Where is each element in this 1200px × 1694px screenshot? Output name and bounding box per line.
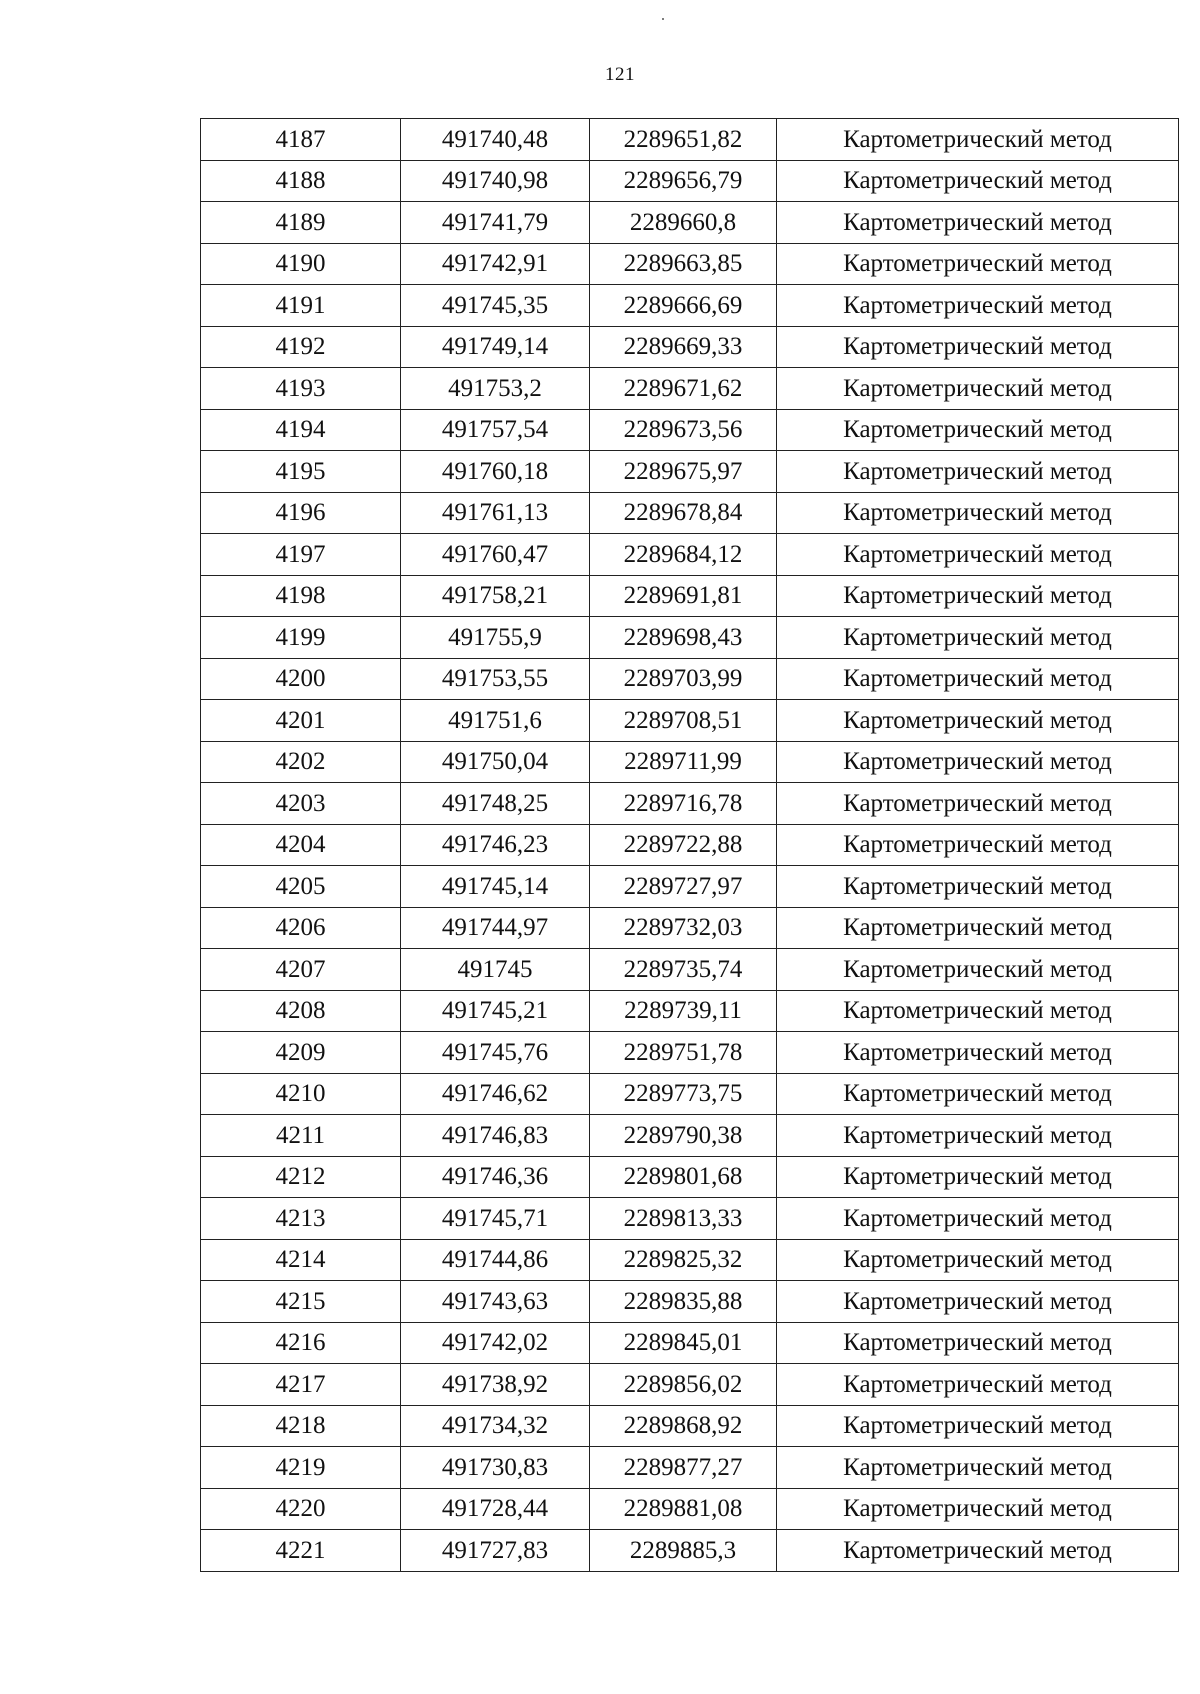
table-row <box>201 1530 1179 1572</box>
point-number-cell: 4220 <box>201 1488 401 1530</box>
method-cell: Картометрический метод <box>777 783 1179 825</box>
y-coordinate-cell: 2289663,85 <box>590 243 777 285</box>
point-number-cell: 4210 <box>201 1073 401 1115</box>
x-coordinate-cell: 491757,54 <box>401 409 590 451</box>
method-cell: Картометрический метод <box>777 326 1179 368</box>
table-row <box>201 1239 1179 1281</box>
method-cell: Картометрический метод <box>777 658 1179 700</box>
y-coordinate-cell: 2289773,75 <box>590 1073 777 1115</box>
point-number-cell: 4201 <box>201 700 401 742</box>
method-cell: Картометрический метод <box>777 1322 1179 1364</box>
y-coordinate-cell: 2289877,27 <box>590 1447 777 1489</box>
x-coordinate-cell: 491753,2 <box>401 368 590 410</box>
x-coordinate-cell: 491745,14 <box>401 866 590 908</box>
point-number-cell: 4212 <box>201 1156 401 1198</box>
x-coordinate-cell: 491746,36 <box>401 1156 590 1198</box>
y-coordinate-cell: 2289711,99 <box>590 741 777 783</box>
table-row <box>201 160 1179 202</box>
table-row <box>201 1156 1179 1198</box>
method-cell: Картометрический метод <box>777 700 1179 742</box>
x-coordinate-cell: 491734,32 <box>401 1405 590 1447</box>
x-coordinate-cell: 491745 <box>401 949 590 991</box>
method-cell: Картометрический метод <box>777 1115 1179 1157</box>
point-number-cell: 4215 <box>201 1281 401 1323</box>
y-coordinate-cell: 2289885,3 <box>590 1530 777 1572</box>
y-coordinate-cell: 2289660,8 <box>590 202 777 244</box>
x-coordinate-cell: 491730,83 <box>401 1447 590 1489</box>
table-row <box>201 1364 1179 1406</box>
point-number-cell: 4202 <box>201 741 401 783</box>
point-number-cell: 4190 <box>201 243 401 285</box>
x-coordinate-cell: 491750,04 <box>401 741 590 783</box>
table-row <box>201 451 1179 493</box>
y-coordinate-cell: 2289835,88 <box>590 1281 777 1323</box>
point-number-cell: 4195 <box>201 451 401 493</box>
method-cell: Картометрический метод <box>777 990 1179 1032</box>
method-cell: Картометрический метод <box>777 368 1179 410</box>
table-row <box>201 658 1179 700</box>
point-number-cell: 4192 <box>201 326 401 368</box>
x-coordinate-cell: 491740,98 <box>401 160 590 202</box>
table-row <box>201 783 1179 825</box>
method-cell: Картометрический метод <box>777 617 1179 659</box>
y-coordinate-cell: 2289671,62 <box>590 368 777 410</box>
table-row <box>201 741 1179 783</box>
point-number-cell: 4194 <box>201 409 401 451</box>
y-coordinate-cell: 2289801,68 <box>590 1156 777 1198</box>
x-coordinate-cell: 491746,23 <box>401 824 590 866</box>
y-coordinate-cell: 2289708,51 <box>590 700 777 742</box>
y-coordinate-cell: 2289881,08 <box>590 1488 777 1530</box>
point-number-cell: 4213 <box>201 1198 401 1240</box>
x-coordinate-cell: 491744,97 <box>401 907 590 949</box>
table-row <box>201 243 1179 285</box>
method-cell: Картометрический метод <box>777 1156 1179 1198</box>
table-row <box>201 534 1179 576</box>
method-cell: Картометрический метод <box>777 741 1179 783</box>
y-coordinate-cell: 2289675,97 <box>590 451 777 493</box>
method-cell: Картометрический метод <box>777 824 1179 866</box>
method-cell: Картометрический метод <box>777 575 1179 617</box>
point-number-cell: 4204 <box>201 824 401 866</box>
x-coordinate-cell: 491760,47 <box>401 534 590 576</box>
point-number-cell: 4208 <box>201 990 401 1032</box>
point-number-cell: 4203 <box>201 783 401 825</box>
x-coordinate-cell: 491758,21 <box>401 575 590 617</box>
point-number-cell: 4189 <box>201 202 401 244</box>
method-cell: Картометрический метод <box>777 1488 1179 1530</box>
point-number-cell: 4198 <box>201 575 401 617</box>
method-cell: Картометрический метод <box>777 1364 1179 1406</box>
table-row <box>201 1198 1179 1240</box>
y-coordinate-cell: 2289735,74 <box>590 949 777 991</box>
method-cell: Картометрический метод <box>777 949 1179 991</box>
method-cell: Картометрический метод <box>777 243 1179 285</box>
point-number-cell: 4191 <box>201 285 401 327</box>
x-coordinate-cell: 491744,86 <box>401 1239 590 1281</box>
point-number-cell: 4216 <box>201 1322 401 1364</box>
y-coordinate-cell: 2289678,84 <box>590 492 777 534</box>
table-row <box>201 575 1179 617</box>
point-number-cell: 4219 <box>201 1447 401 1489</box>
x-coordinate-cell: 491742,91 <box>401 243 590 285</box>
table-row <box>201 1115 1179 1157</box>
x-coordinate-cell: 491753,55 <box>401 658 590 700</box>
point-number-cell: 4214 <box>201 1239 401 1281</box>
coordinates-table <box>200 118 1179 1572</box>
method-cell: Картометрический метод <box>777 1405 1179 1447</box>
y-coordinate-cell: 2289751,78 <box>590 1032 777 1074</box>
scan-speck <box>662 18 664 20</box>
table-row <box>201 409 1179 451</box>
y-coordinate-cell: 2289727,97 <box>590 866 777 908</box>
point-number-cell: 4188 <box>201 160 401 202</box>
x-coordinate-cell: 491728,44 <box>401 1488 590 1530</box>
x-coordinate-cell: 491743,63 <box>401 1281 590 1323</box>
method-cell: Картометрический метод <box>777 1073 1179 1115</box>
method-cell: Картометрический метод <box>777 907 1179 949</box>
x-coordinate-cell: 491746,83 <box>401 1115 590 1157</box>
y-coordinate-cell: 2289790,38 <box>590 1115 777 1157</box>
table-row <box>201 492 1179 534</box>
table-row <box>201 1405 1179 1447</box>
coordinates-table-body <box>201 119 1179 1572</box>
table-row <box>201 326 1179 368</box>
method-cell: Картометрический метод <box>777 1032 1179 1074</box>
x-coordinate-cell: 491738,92 <box>401 1364 590 1406</box>
point-number-cell: 4209 <box>201 1032 401 1074</box>
point-number-cell: 4217 <box>201 1364 401 1406</box>
x-coordinate-cell: 491761,13 <box>401 492 590 534</box>
page-number: 121 <box>605 64 635 85</box>
method-cell: Картометрический метод <box>777 160 1179 202</box>
method-cell: Картометрический метод <box>777 492 1179 534</box>
table-row <box>201 990 1179 1032</box>
y-coordinate-cell: 2289673,56 <box>590 409 777 451</box>
method-cell: Картометрический метод <box>777 1198 1179 1240</box>
point-number-cell: 4197 <box>201 534 401 576</box>
y-coordinate-cell: 2289669,33 <box>590 326 777 368</box>
x-coordinate-cell: 491751,6 <box>401 700 590 742</box>
method-cell: Картометрический метод <box>777 534 1179 576</box>
table-row <box>201 1032 1179 1074</box>
point-number-cell: 4211 <box>201 1115 401 1157</box>
y-coordinate-cell: 2289722,88 <box>590 824 777 866</box>
table-row <box>201 1488 1179 1530</box>
x-coordinate-cell: 491745,21 <box>401 990 590 1032</box>
point-number-cell: 4218 <box>201 1405 401 1447</box>
point-number-cell: 4193 <box>201 368 401 410</box>
x-coordinate-cell: 491760,18 <box>401 451 590 493</box>
method-cell: Картометрический метод <box>777 1447 1179 1489</box>
point-number-cell: 4205 <box>201 866 401 908</box>
method-cell: Картометрический метод <box>777 451 1179 493</box>
y-coordinate-cell: 2289845,01 <box>590 1322 777 1364</box>
method-cell: Картометрический метод <box>777 202 1179 244</box>
y-coordinate-cell: 2289698,43 <box>590 617 777 659</box>
y-coordinate-cell: 2289813,33 <box>590 1198 777 1240</box>
table-row <box>201 119 1179 161</box>
table-row <box>201 368 1179 410</box>
x-coordinate-cell: 491727,83 <box>401 1530 590 1572</box>
method-cell: Картометрический метод <box>777 1530 1179 1572</box>
method-cell: Картометрический метод <box>777 409 1179 451</box>
point-number-cell: 4221 <box>201 1530 401 1572</box>
y-coordinate-cell: 2289703,99 <box>590 658 777 700</box>
x-coordinate-cell: 491749,14 <box>401 326 590 368</box>
point-number-cell: 4199 <box>201 617 401 659</box>
point-number-cell: 4206 <box>201 907 401 949</box>
y-coordinate-cell: 2289684,12 <box>590 534 777 576</box>
y-coordinate-cell: 2289666,69 <box>590 285 777 327</box>
x-coordinate-cell: 491742,02 <box>401 1322 590 1364</box>
method-cell: Картометрический метод <box>777 1239 1179 1281</box>
y-coordinate-cell: 2289868,92 <box>590 1405 777 1447</box>
x-coordinate-cell: 491755,9 <box>401 617 590 659</box>
y-coordinate-cell: 2289732,03 <box>590 907 777 949</box>
x-coordinate-cell: 491745,71 <box>401 1198 590 1240</box>
table-row <box>201 866 1179 908</box>
point-number-cell: 4207 <box>201 949 401 991</box>
method-cell: Картометрический метод <box>777 119 1179 161</box>
y-coordinate-cell: 2289691,81 <box>590 575 777 617</box>
table-row <box>201 1073 1179 1115</box>
point-number-cell: 4196 <box>201 492 401 534</box>
y-coordinate-cell: 2289825,32 <box>590 1239 777 1281</box>
y-coordinate-cell: 2289739,11 <box>590 990 777 1032</box>
y-coordinate-cell: 2289651,82 <box>590 119 777 161</box>
method-cell: Картометрический метод <box>777 285 1179 327</box>
table-row <box>201 700 1179 742</box>
x-coordinate-cell: 491740,48 <box>401 119 590 161</box>
x-coordinate-cell: 491746,62 <box>401 1073 590 1115</box>
table-row <box>201 1281 1179 1323</box>
x-coordinate-cell: 491748,25 <box>401 783 590 825</box>
table-row <box>201 285 1179 327</box>
table-row <box>201 1322 1179 1364</box>
x-coordinate-cell: 491741,79 <box>401 202 590 244</box>
y-coordinate-cell: 2289716,78 <box>590 783 777 825</box>
table-row <box>201 617 1179 659</box>
table-row <box>201 824 1179 866</box>
point-number-cell: 4187 <box>201 119 401 161</box>
x-coordinate-cell: 491745,76 <box>401 1032 590 1074</box>
table-row <box>201 202 1179 244</box>
table-row <box>201 907 1179 949</box>
table-row <box>201 949 1179 991</box>
y-coordinate-cell: 2289656,79 <box>590 160 777 202</box>
method-cell: Картометрический метод <box>777 1281 1179 1323</box>
y-coordinate-cell: 2289856,02 <box>590 1364 777 1406</box>
point-number-cell: 4200 <box>201 658 401 700</box>
x-coordinate-cell: 491745,35 <box>401 285 590 327</box>
table-row <box>201 1447 1179 1489</box>
method-cell: Картометрический метод <box>777 866 1179 908</box>
